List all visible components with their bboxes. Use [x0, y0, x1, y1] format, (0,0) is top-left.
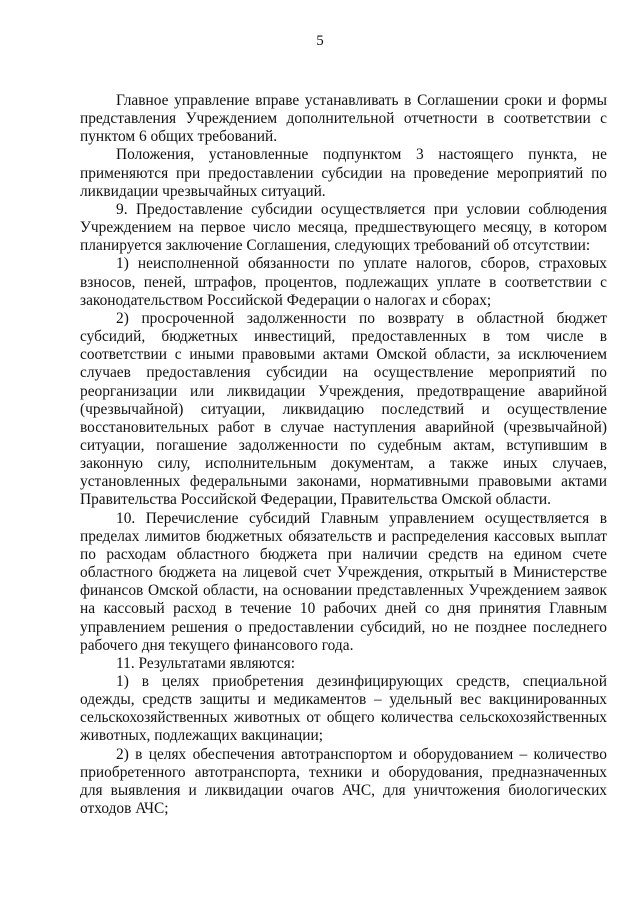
paragraph-9-item-2: 2) просроченной задолженности по возврату в областной бюджет субсидий, бюджетных инвестиций, предоставленных в том числе в соответствии с иными правовыми актами Омской области, за исключением случаев предоставления субсидии на осуществление мероприятий по реорганизации или ликвидации Учреждения, предотвращение аварийной (чрезвычайной) ситуации, ликвидацию последствий и осуществление восстановительных работ в случае наступления аварийной (чрезвычайной) ситуации, погашение задолженности по судебным актам, вступившим в законную силу, исполнительным документам, а также иных случаев, установленных федеральными законами, нормативными правовыми актами Правительства Российской Федерации, Правительства Омской области.: [80, 309, 607, 509]
paragraph-11-item-1: 1) в целях приобретения дезинфицирующих средств, специальной одежды, средств защиты и медикаментов – удельный вес вакцинированных сельскохозяйственных животных от общего количества сельскохозяйственных животных, подлежащих вакцинации;: [80, 673, 607, 745]
paragraph-10-transfer: 10. Перечисление субсидий Главным управлением осуществляется в пределах лимитов бюджетных обязательств и распределения кассовых выплат по расходам областного бюджета при наличии средств на едином счете областного бюджета на лицевой счет Учреждения, открытый в Министерстве финансов Омской области, на основании представленных Учреждением заявок на кассовый расход в течение 10 рабочих дней со дня принятия Главным управлением решения о предоставлении субсидий, но не позднее последнего рабочего дня текущего финансового года.: [80, 509, 607, 654]
paragraph-9-conditions: 9. Предоставление субсидии осуществляется при условии соблюдения Учреждением на первое число месяца, предшествующего месяцу, в котором планируется заключение Соглашения, следующих требований об отсутствии:: [80, 200, 607, 255]
paragraph-11-item-2: 2) в целях обеспечения автотранспортом и оборудованием – количество приобретенного автотранспорта, техники и оборудования, предназначенных для выявления и ликвидации очагов АЧС, для уничтожения биологических отходов АЧС;: [80, 745, 607, 818]
paragraph-emergency-exception: Положения, установленные подпунктом 3 настоящего пункта, не применяются при предоставлении субсидии на проведение мероприятий по ликвидации чрезвычайных ситуаций.: [80, 146, 607, 200]
page-number: 5: [316, 33, 324, 49]
paragraph-reporting-terms: Главное управление вправе устанавливать в Соглашении сроки и формы представления Учреждением дополнительной отчетности в соответствии с пунктом 6 общих требований.: [80, 92, 607, 146]
paragraph-11-results: 11. Результатами являются:: [116, 654, 295, 672]
document-body: [80, 92, 607, 818]
paragraph-9-item-1: 1) неисполненной обязанности по уплате налогов, сборов, страховых взносов, пеней, штрафов, процентов, подлежащих уплате в соответствии с законодательством Российской Федерации о налогах и сборах;: [80, 255, 607, 309]
